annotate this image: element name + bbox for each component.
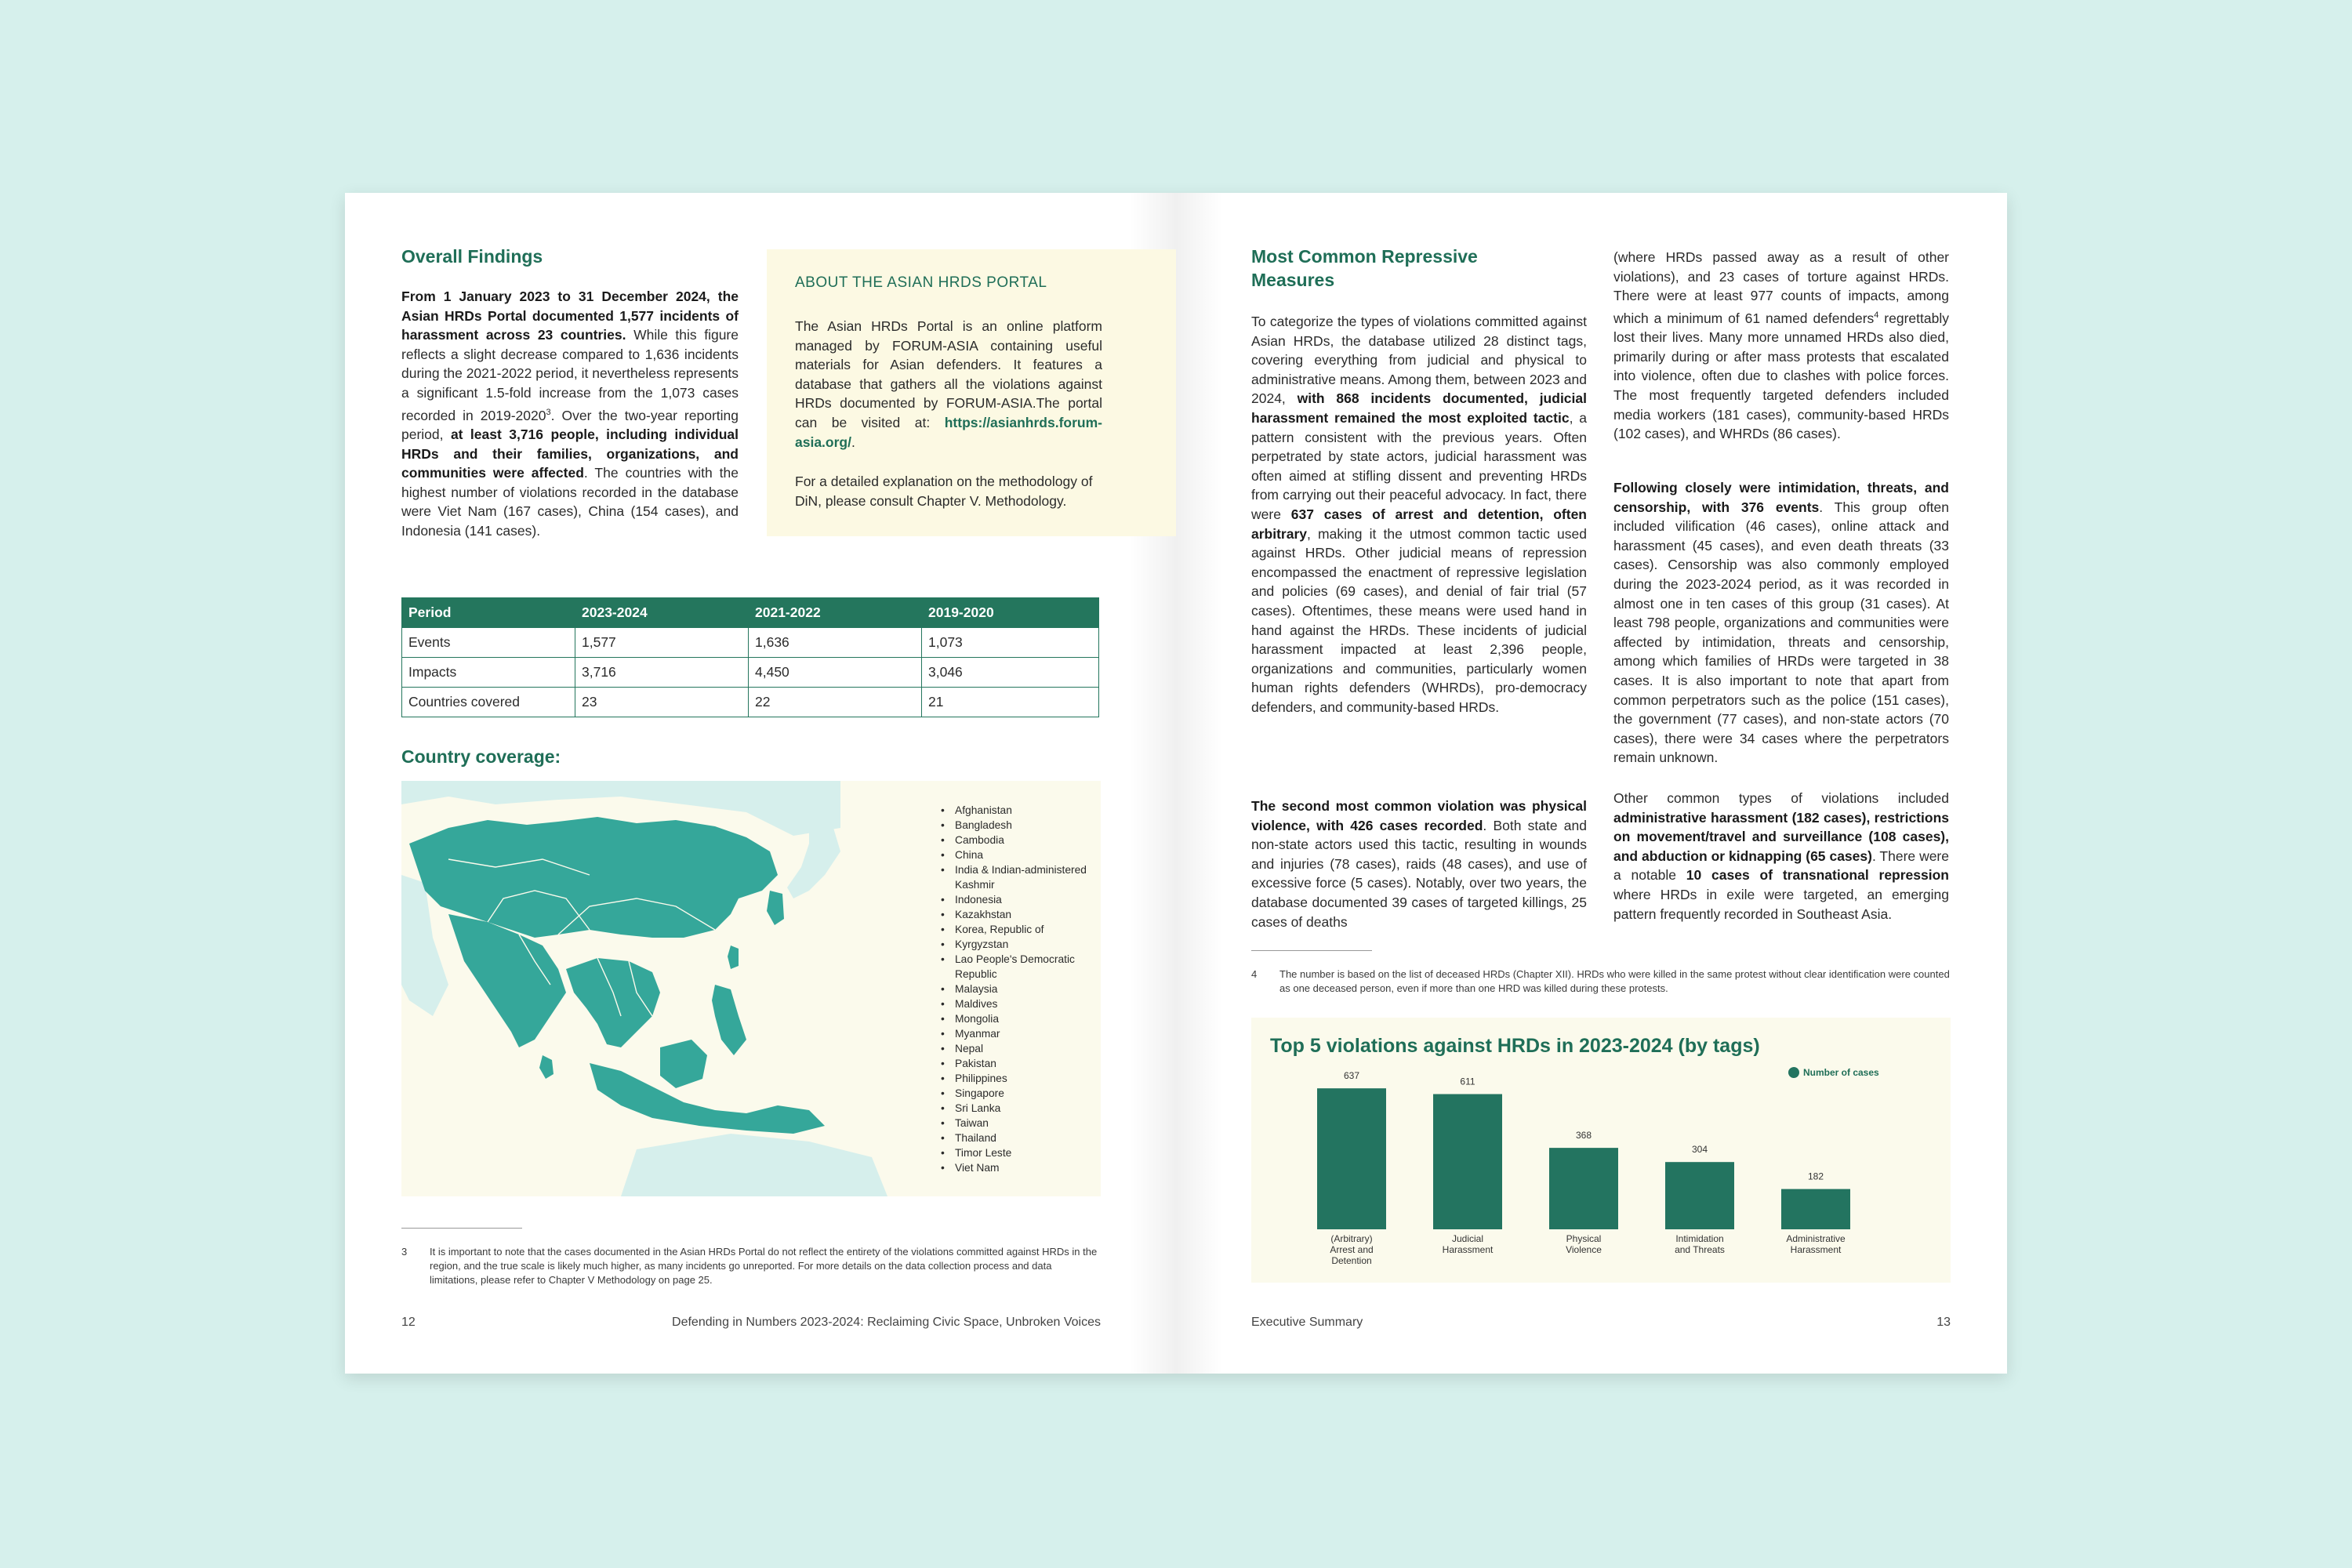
portal-link[interactable]: https://asianhrds.forum-asia.org/: [795, 414, 1102, 450]
text-run: , a pattern consistent with the previous years. Often perpetrated by state actors, judicial harassment was often aimed at stifling dissent and preventing HRDs from carrying out their peaceful advocacy. In fact, there were: [1251, 409, 1587, 522]
left-page: [345, 193, 1176, 1374]
list-item: • China: [941, 848, 1090, 862]
table-cell: Impacts: [402, 658, 575, 688]
category-label-4: Administrative Harassment: [1786, 1233, 1846, 1255]
list-item: • Viet Nam: [941, 1160, 1090, 1175]
table-row: [402, 658, 1099, 688]
table-cell: Countries covered: [402, 688, 575, 717]
summary-table: [401, 597, 1099, 717]
overall-bold-2: at least 3,716 people, including individual HRDs and their families, organizations, and communities were affected: [401, 426, 739, 481]
text-run: , making it the utmost common tactic used against HRDs. Other judicial means of repression encompassed the enactment of repressive legislation and policies (69 cases), and denial of fair trial (57 cases). Oftentimes, these means were used hand in hand against the HRDs. These incidents of judicial harassment impacted at least 2,396 people, organizations and communities, particularly women human rights defenders (WHRDs), pro-democracy defenders, and community-based HRDs.: [1251, 525, 1587, 715]
overall-findings-title: Overall Findings: [401, 246, 543, 267]
bar-group: [1317, 1070, 1850, 1266]
table-header-cell: Period: [402, 598, 575, 628]
list-item: • Malaysia: [941, 982, 1090, 996]
overall-text-a: While this figure reflects a slight decrease compared to 1,636 incidents during the 2021-2022 period, it nevertheless represents a significant 1.5-fold increase from the 1,073 cases recorded in 2019-2020: [401, 327, 739, 423]
table-row: [402, 628, 1099, 658]
footnote-rule: [401, 1228, 522, 1229]
list-item: • Kazakhstan: [941, 907, 1090, 922]
data-label-0: 637: [1343, 1070, 1360, 1082]
text-run: . Both state and non-state actors used this tactic, resulting in wounds and injuries (78 cases), raids (48 cases), and use of excessive force (5 cases). Notably, over two years, the database documented 39 cases of targeted killings, 25 cases of deaths: [1251, 817, 1587, 930]
footnote-number: 3: [401, 1246, 408, 1258]
map-covered-philippines: [712, 985, 746, 1055]
list-item: • Cambodia: [941, 833, 1090, 848]
table-cell: 3,046: [922, 658, 1099, 688]
portal-box-text: [795, 317, 1102, 452]
footnote-text: It is important to note that the cases documented in the Asian HRDs Portal do not reflect the entirety of the violations committed against HRDs in the region, and the true scale is likely much higher, as many incidents go unreported. For more details on the data collection process and data limitations, please refer to Chapter V Methodology on page 25.: [430, 1246, 1098, 1286]
right-gutter-shadow: [1176, 193, 1223, 1374]
table-cell: Events: [402, 628, 575, 658]
running-footer-title: Executive Summary: [1251, 1316, 1363, 1329]
legend-label: Number of cases: [1803, 1067, 1879, 1078]
violations-chart-panel: [1251, 1018, 1951, 1283]
page-number: 12: [401, 1316, 416, 1329]
list-item: • Myanmar: [941, 1026, 1090, 1041]
map-covered-mainland-sea: [566, 958, 660, 1047]
text-run: regrettably lost their lives. Many more unnamed HRDs also died, primarily during or after mass protests that escalated into violence, often due to clashes with police forces. The most frequently targeted defenders included media workers (181 cases), community-based HRDs (102 cases), and WHRDs (86 cases).: [1613, 310, 1949, 442]
list-item: • Mongolia: [941, 1011, 1090, 1026]
list-item: • Maldives: [941, 996, 1090, 1011]
table-cell: 1,636: [749, 628, 922, 658]
legend-swatch: [1788, 1067, 1799, 1078]
list-item: • Sri Lanka: [941, 1101, 1090, 1116]
table-header-cell: 2023-2024: [575, 598, 749, 628]
category-label-2: Physical Violence: [1566, 1233, 1602, 1255]
table-cell: 1,073: [922, 628, 1099, 658]
column-1-paragraph-2: [1251, 797, 1587, 931]
portal-description: The Asian HRDs Portal is an online platform managed by FORUM-ASIA containing useful materials for Asian defenders. It features a database that gathers all the violations against HRDs documented by FORUM-ASIA.The portal can be visited at:: [795, 318, 1102, 430]
overall-bold-1: From 1 January 2023 to 31 December 2024, the Asian HRDs Portal documented 1,577 incidents of harassment across 23 countries.: [401, 289, 739, 343]
data-label-1: 611: [1460, 1076, 1475, 1087]
category-label-3: Intimidation and Threats: [1675, 1233, 1725, 1255]
table-header-row: [402, 598, 1099, 628]
list-item: • Lao People's Democratic Republic: [941, 952, 1090, 982]
running-footer-title: Defending in Numbers 2023-2024: Reclaiming Civic Space, Unbroken Voices: [672, 1316, 1101, 1329]
data-label-2: 368: [1575, 1130, 1592, 1142]
title-line-2: Measures: [1251, 270, 1335, 290]
table-cell: 21: [922, 688, 1099, 717]
footnote-text: The number is based on the list of deceased HRDs (Chapter XII). HRDs who were killed in the same protest without clear identification were counted as one deceased person, even if more than one HRD was killed during these protests.: [1279, 968, 1950, 994]
overall-text-c: . The countries with the highest number of violations recorded in the database were Viet Nam (167 cases), China (154 cases), and Indonesia (141 cases).: [401, 465, 739, 539]
data-label-4: 182: [1807, 1171, 1824, 1182]
list-item: • Thailand: [941, 1131, 1090, 1145]
violations-bar-chart: [1251, 1018, 1951, 1283]
bar-4: [1781, 1189, 1850, 1229]
footnote-ref-4[interactable]: 4: [1874, 310, 1879, 320]
right-page: [1176, 193, 2007, 1374]
table-cell: 23: [575, 688, 749, 717]
bold-run: with 868 incidents documented, judicial harassment remained the most exploited tactic: [1251, 390, 1587, 426]
list-item: • India & Indian-administered Kashmir: [941, 862, 1090, 892]
portal-box-title: ABOUT THE ASIAN HRDS PORTAL: [795, 274, 1047, 291]
bold-run: The second most common violation was physical violence, with 426 cases recorded: [1251, 798, 1587, 833]
footnote-number: 4: [1251, 968, 1258, 980]
list-item: • Nepal: [941, 1041, 1090, 1056]
category-label-0: (Arbitrary) Arrest and Detention: [1330, 1233, 1374, 1266]
portal-info-box: [767, 249, 1176, 536]
book-spread: [345, 193, 2007, 1374]
column-2-paragraph-2: [1613, 478, 1949, 768]
bold-run: administrative harassment (182 cases), restrictions on movement/travel and surveillance (108 cases), and abduction or kidnapping (65 cases): [1613, 809, 1949, 864]
list-item: • Philippines: [941, 1071, 1090, 1086]
map-covered-korea: [767, 891, 784, 925]
list-item: • Afghanistan: [941, 803, 1090, 818]
bold-run: 10 cases of transnational repression: [1686, 867, 1949, 884]
text-run: . There were a notable: [1613, 848, 1949, 884]
footnote-ref-3[interactable]: 3: [546, 407, 551, 417]
title-line-1: Most Common Repressive: [1251, 246, 1478, 267]
list-item: • Pakistan: [941, 1056, 1090, 1071]
text-run: To categorize the types of violations committed against Asian HRDs, the database utilized 28 distinct tags, covering everything from judicial and physical to administrative means. Among them, between 2023 and 2024,: [1251, 314, 1587, 407]
list-item: • Korea, Republic of: [941, 922, 1090, 937]
category-label-1: Judicial Harassment: [1442, 1233, 1494, 1255]
data-label-3: 304: [1691, 1144, 1708, 1156]
map-covered-sri-lanka: [539, 1055, 554, 1079]
column-2-paragraph-1: [1613, 248, 1949, 444]
text-run: . This group often included vilification (46 cases), online attack and harassment (45 cases), and even death threats (33 cases). Censorship was also commonly employed during the 2023-2024 period, as it was recorded in almost one in ten cases of this group (31 cases). At least 798 people, organizations and communities were affected by intimidation, threats and censorship, among which families of HRDs were targeted in 38 cases. It is also important to note that apart from common perpetrators such as the police (151 cases), the government (77 cases), and non-state actors (70 cases), there were 34 cases where the perpetrators remain unknown.: [1613, 499, 1950, 766]
map-other-land-australia: [621, 1134, 887, 1196]
country-coverage-title: Country coverage:: [401, 746, 561, 767]
text-run: Other common types of violations included: [1613, 790, 1949, 806]
text-run: (where HRDs passed away as a result of other violations), and 23 cases of torture against HRDs. There were at least 977 counts of impacts, among which a minimum of 61 named defenders: [1613, 249, 1949, 326]
column-2-paragraph-3: [1613, 789, 1949, 924]
list-item: • Bangladesh: [941, 818, 1090, 833]
bar-1: [1433, 1094, 1502, 1229]
list-item: • Timor Leste: [941, 1145, 1090, 1160]
list-item: • Kyrgyzstan: [941, 937, 1090, 952]
country-list: [941, 803, 1090, 1175]
table-header-cell: 2021-2022: [749, 598, 922, 628]
bold-run: Following closely were intimidation, threats, and censorship, with 376 events: [1613, 480, 1949, 515]
map-covered-taiwan: [728, 946, 739, 969]
map-covered-indonesia: [590, 1063, 825, 1134]
table-row: [402, 688, 1099, 717]
map-covered-borneo: [660, 1040, 707, 1088]
page-number: 13: [1936, 1316, 1951, 1329]
table-cell: 1,577: [575, 628, 749, 658]
overall-findings-text: [401, 287, 739, 541]
table-header-cell: 2019-2020: [922, 598, 1099, 628]
list-item: • Singapore: [941, 1086, 1090, 1101]
overall-text-b: . Over the two-year reporting period,: [401, 407, 739, 442]
column-1-paragraph-1: [1251, 312, 1587, 717]
text-run: where HRDs in exile were targeted, an emerging pattern frequently recorded in Southeast Asia.: [1613, 886, 1949, 922]
bar-0: [1317, 1088, 1386, 1229]
table-cell: 3,716: [575, 658, 749, 688]
table-cell: 4,450: [749, 658, 922, 688]
portal-link-period: .: [851, 434, 855, 450]
bar-2: [1549, 1148, 1618, 1229]
list-item: • Taiwan: [941, 1116, 1090, 1131]
repressive-measures-title: [1251, 245, 1478, 292]
portal-methodology-note: For a detailed explanation on the methodology of DiN, please consult Chapter V. Methodology.: [795, 474, 1093, 509]
list-item: • Indonesia: [941, 892, 1090, 907]
chart-title: Top 5 violations against HRDs in 2023-2024 (by tags): [1270, 1035, 1760, 1057]
footnote-rule: [1251, 950, 1372, 951]
country-coverage-map-panel: [401, 781, 1101, 1196]
bold-run: 637 cases of arrest and detention, often arbitrary: [1251, 506, 1587, 542]
table-cell: 22: [749, 688, 922, 717]
bar-3: [1665, 1162, 1734, 1229]
